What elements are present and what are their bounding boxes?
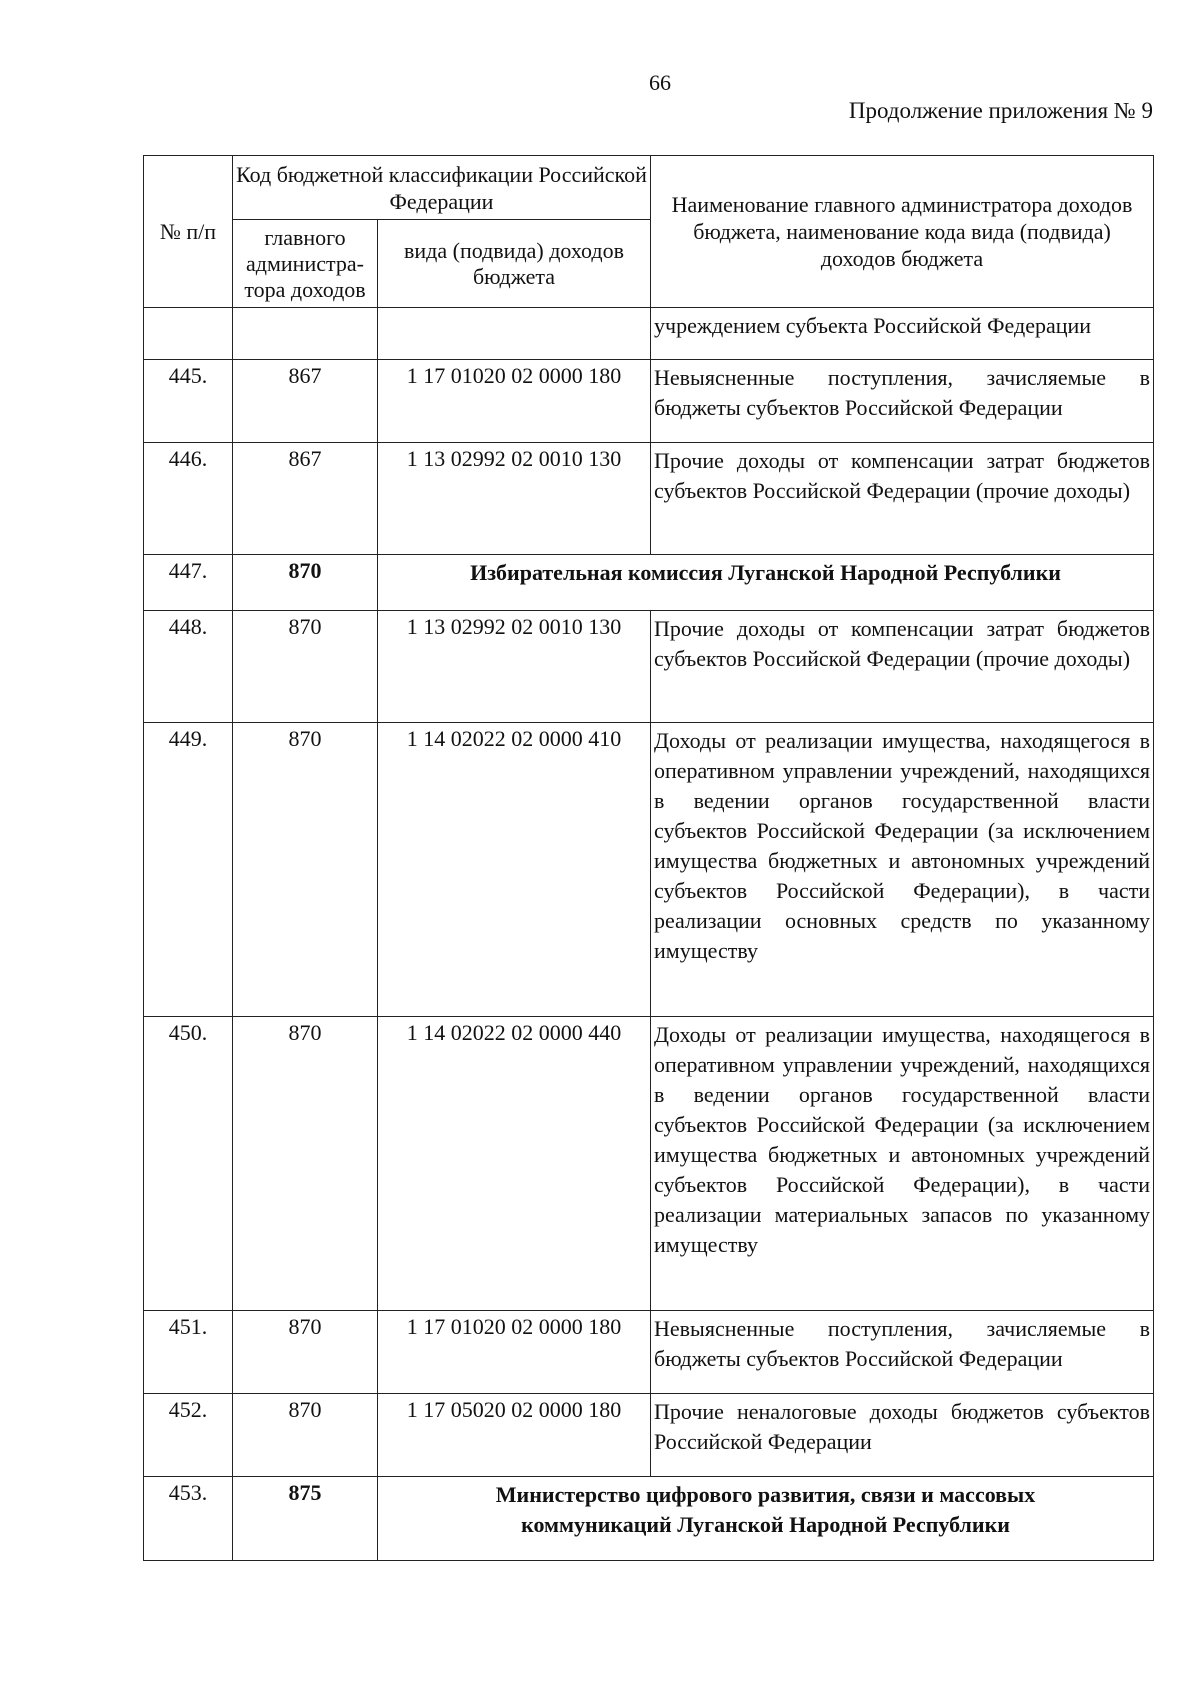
cell-admin: 870	[233, 611, 378, 723]
revenue-table	[143, 155, 1154, 1561]
agency-name: Избирательная комиссия Луганской Народной Республики	[378, 555, 1154, 611]
header-kbk: вида (подвида) доходов бюджета	[378, 220, 651, 308]
cell-name: Прочие доходы от компенсации затрат бюджетов субъектов Российской Федерации (прочие доходы)	[651, 443, 1154, 555]
cell-code: 1 14 02022 02 0000 440	[378, 1017, 651, 1311]
header-num: № п/п	[144, 156, 233, 308]
page-number: 66	[649, 70, 671, 95]
cell-name: Невыясненные поступления, зачисляемые в бюджеты субъектов Российской Федерации	[651, 360, 1154, 443]
cell-code: 1 17 05020 02 0000 180	[378, 1394, 651, 1477]
cell-admin: 870	[233, 1394, 378, 1477]
table-row	[144, 1311, 1154, 1394]
table-row-agency	[144, 555, 1154, 611]
cell-admin: 867	[233, 360, 378, 443]
header-admin: главного администра-тора доходов	[233, 220, 378, 308]
cell-code: 1 17 01020 02 0000 180	[378, 1311, 651, 1394]
cell-admin: 870	[233, 555, 378, 611]
cell-num: 448.	[144, 611, 233, 723]
cell-admin: 875	[233, 1477, 378, 1561]
cell-admin	[233, 308, 378, 360]
cell-admin: 870	[233, 1017, 378, 1311]
cell-admin: 870	[233, 723, 378, 1017]
cell-num: 452.	[144, 1394, 233, 1477]
table-row	[144, 360, 1154, 443]
cell-name: Прочие доходы от компенсации затрат бюджетов субъектов Российской Федерации (прочие доходы)	[651, 611, 1154, 723]
header-name: Наименование главного администратора доходов бюджета, наименование кода вида (подвида) доходов бюджета	[651, 156, 1154, 308]
cell-name: Невыясненные поступления, зачисляемые в бюджеты субъектов Российской Федерации	[651, 1311, 1154, 1394]
cell-name: Доходы от реализации имущества, находящегося в оперативном управлении учреждений, находящихся в ведении органов государственной власти субъектов Российской Федерации (за исключением имущества бюджетных и автономных учреждений субъектов Российской Федерации), в части реализации материальных запасов по указанному имуществу	[651, 1017, 1154, 1311]
cell-code: 1 13 02992 02 0010 130	[378, 443, 651, 555]
cell-num	[144, 308, 233, 360]
appendix-label: Продолжение приложения № 9	[848, 98, 1153, 123]
cell-num: 447.	[144, 555, 233, 611]
cell-num: 449.	[144, 723, 233, 1017]
table-row	[144, 443, 1154, 555]
table-row-continuation	[144, 308, 1154, 360]
cell-num: 453.	[144, 1477, 233, 1561]
cell-admin: 870	[233, 1311, 378, 1394]
header-code-group: Код бюджетной классификации Российской Федерации	[233, 156, 651, 220]
cell-num: 450.	[144, 1017, 233, 1311]
cell-code: 1 17 01020 02 0000 180	[378, 360, 651, 443]
cell-name: Прочие неналоговые доходы бюджетов субъектов Российской Федерации	[651, 1394, 1154, 1477]
table-row	[144, 1394, 1154, 1477]
cell-num: 446.	[144, 443, 233, 555]
cell-code: 1 14 02022 02 0000 410	[378, 723, 651, 1017]
cell-name: учреждением субъекта Российской Федерации	[651, 308, 1154, 360]
table-row-agency	[144, 1477, 1154, 1561]
cell-num: 451.	[144, 1311, 233, 1394]
cell-code	[378, 308, 651, 360]
cell-admin: 867	[233, 443, 378, 555]
cell-name: Доходы от реализации имущества, находящегося в оперативном управлении учреждений, находящихся в ведении органов государственной власти субъектов Российской Федерации (за исключением имущества бюджетных и автономных учреждений субъектов Российской Федерации), в части реализации основных средств по указанному имуществу	[651, 723, 1154, 1017]
cell-num: 445.	[144, 360, 233, 443]
table-row	[144, 1017, 1154, 1311]
agency-name: Министерство цифрового развития, связи и массовых коммуникаций Луганской Народной Республики	[378, 1477, 1154, 1561]
cell-code: 1 13 02992 02 0010 130	[378, 611, 651, 723]
table-row	[144, 611, 1154, 723]
table-row	[144, 723, 1154, 1017]
